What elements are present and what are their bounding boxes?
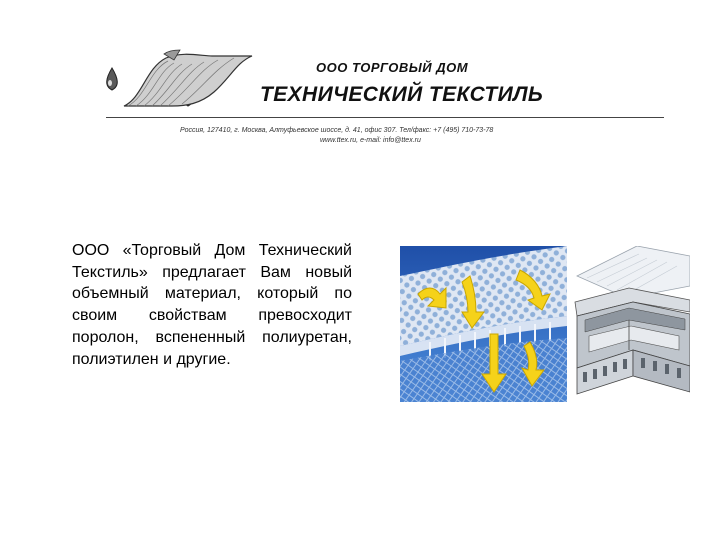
company-name: ТЕХНИЧЕСКИЙ ТЕКСТИЛЬ (260, 83, 544, 106)
contact-info (180, 126, 610, 146)
web-email-line: www.ttex.ru, e-mail: info@ttex.ru (320, 137, 421, 144)
mesh-airflow-photo (400, 246, 567, 402)
address-line: Россия, 127410, г. Москва, Алтуфьевское шоссе, д. 41, офис 307. Тел/факс: +7 (495) 710-73-78 (180, 127, 494, 134)
header-divider (106, 117, 664, 118)
3d-mesh-airflow-photo-icon (400, 246, 567, 402)
fabric-roll-with-drops-logo-icon (102, 48, 254, 114)
product-description: ООО «Торговый Дом Технический Текстиль» предлагает Вам новый объемный материал, который по своим свойствам превосходит поролон, вспененный полиуретан, полиэтилен и другие. (72, 242, 352, 368)
company-logo (102, 48, 254, 114)
building-cutaway-drawing-icon (567, 246, 690, 402)
company-subtitle: ООО ТОРГОВЫЙ ДОМ (316, 60, 469, 75)
building-cutaway-drawing (567, 246, 690, 402)
